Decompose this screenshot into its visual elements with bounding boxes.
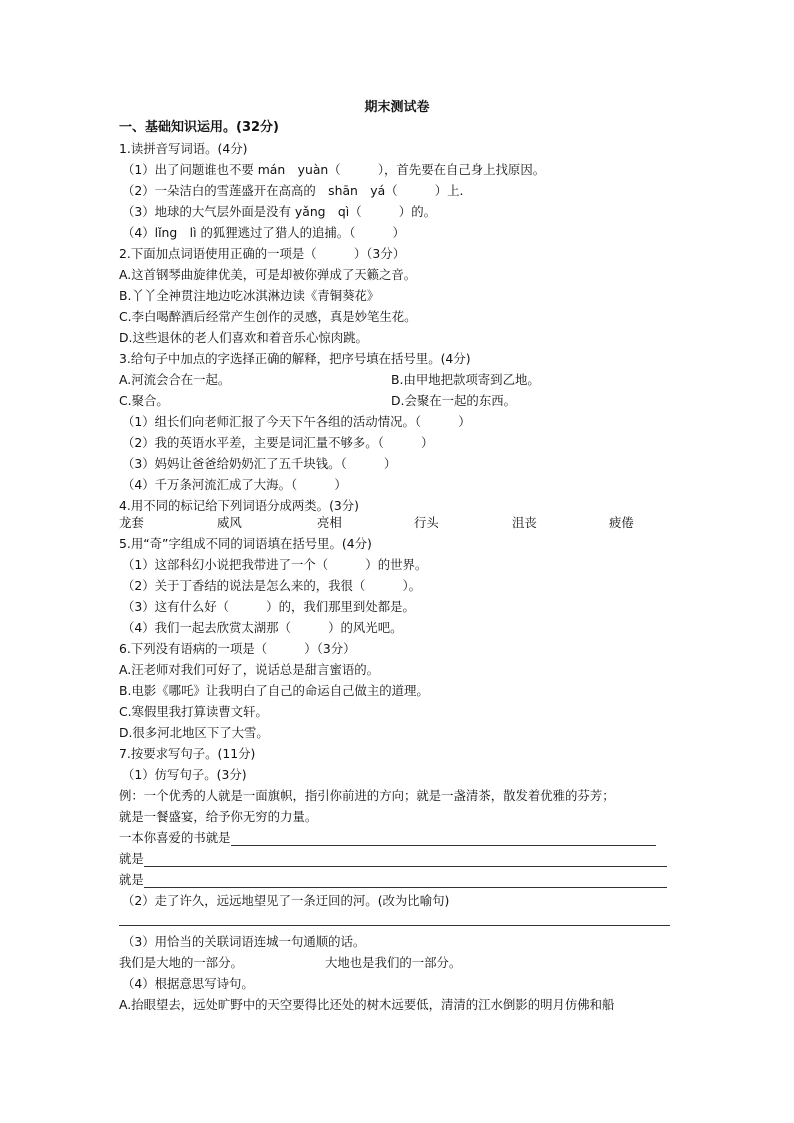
question-6-heading: 6.下列没有语病的一项是（ ）（3分） [119,641,356,656]
question-2-option: A.这首钢琴曲旋律优美，可是却被你弹成了天籁之音。 [119,267,417,282]
answer-blank[interactable] [144,852,667,867]
word-item: 疲倦 [609,515,634,530]
fill-line-prompt: 就是 [119,851,144,866]
fill-line [119,830,656,846]
question-7-sub-3: （3）用恰当的关联词语连城一句通顺的话。 [122,934,366,949]
word-item: 行头 [414,515,439,530]
question-2-heading: 2.下面加点词语使用正确的一项是（ ）（3分） [119,246,406,261]
question-2-option: B.丫丫全神贯注地边吃冰淇淋边读《青铜葵花》 [119,288,380,303]
answer-line[interactable] [119,925,670,926]
question-5-item: （4）我们一起去欣赏太湖那（ ）的风光吧。 [122,620,403,635]
question-1-item: （2）一朵洁白的雪莲盛开在高高的 shān yá（ ）上. [122,183,464,198]
question-6-option: A.汪老师对我们可好了，说话总是甜言蜜语的。 [119,662,380,677]
word-item: 亮相 [317,515,342,530]
question-5-item: （2）关于丁香结的说法是怎么来的，我很（ ）。 [122,578,422,593]
example-sentence: 就是一餐盛宴，给予你无穷的力量。 [119,809,318,824]
word-item: 沮丧 [512,515,537,530]
question-3-option: B.由甲地把款项寄到乙地。 [391,372,540,387]
question-7-sub-1: （1）仿写句子。(3分) [122,767,247,782]
question-3-option: A.河流会合在一起。 [119,372,231,387]
question-3-option: D.会聚在一起的东西。 [391,393,516,408]
question-3-option: C.聚合。 [119,393,169,408]
example-sentence: 例：一个优秀的人就是一面旗帜，指引你前进的方向；就是一盏清茶，散发着优雅的芬芳； [119,788,615,803]
question-3-item: （4）千万条河流汇成了大海。（ ） [122,477,347,492]
section-heading: 一、基础知识运用。(32分) [119,120,279,135]
question-3-item: （2）我的英语水平差，主要是词汇量不够多。（ ） [122,435,434,450]
word-item: 威风 [217,515,242,530]
question-5-item: （3）这有什么好（ ）的，我们那里到处都是。 [122,599,415,614]
question-6-option: D.很多河北地区下了大雪。 [119,725,269,740]
question-6-option: B.电影《哪吒》让我明白了自己的命运自己做主的道理。 [119,683,429,698]
fill-line-prompt: 一本你喜爱的书就是 [119,830,231,845]
question-6-option: C.寒假里我打算读曹文轩。 [119,704,268,719]
connect-sentence-a: 我们是大地的一部分。 [119,955,243,970]
question-3-heading: 3.给句子中加点的字选择正确的解释，把序号填在括号里。(4分) [119,351,471,366]
question-4-heading: 4.用不同的标记给下列词语分成两类。(3分) [119,498,360,513]
fill-line [119,851,667,867]
question-3-item: （3）妈妈让爸爸给奶奶汇了五千块钱。（ ） [122,456,397,471]
question-5-item: （1）这部科幻小说把我带进了一个（ ）的世界。 [122,557,428,572]
answer-blank[interactable] [144,873,667,888]
question-1-item: （1）出了问题谁也不要 mán yuàn（ ），首先要在自己身上找原因。 [122,162,546,177]
question-7-sub-4: （4）根据意思写诗句。 [122,976,254,991]
question-1-item: （4）lǐng lì 的狐狸逃过了猎人的追捕。（ ） [122,225,405,240]
answer-blank[interactable] [231,831,656,846]
fill-line-prompt: 就是 [119,872,144,887]
question-7-sub-2: （2）走了许久，远远地望见了一条迂回的河。(改为比喻句) [122,893,450,908]
question-1-heading: 1.读拼音写词语。(4分) [119,141,248,156]
question-2-option: D.这些退休的老人们喜欢和着音乐心惊肉跳。 [119,330,368,345]
fill-line [119,872,667,888]
question-1-item: （3）地球的大气层外面是没有 yǎng qì（ ）的。 [122,204,436,219]
poem-meaning-a: A.抬眼望去，远处旷野中的天空要得比还处的树木远要低，清清的江水倒影的明月仿佛和船 [119,997,615,1012]
question-2-option: C.李白喝醉酒后经常产生创作的灵感，真是妙笔生花。 [119,309,417,324]
word-item: 龙套 [119,515,144,530]
question-7-heading: 7.按要求写句子。(11分) [119,746,256,761]
page-title: 期末测试卷 [364,100,430,115]
connect-sentence-b: 大地也是我们的一部分。 [325,955,462,970]
question-3-item: （1）组长们向老师汇报了今天下午各组的活动情况。（ ） [122,414,471,429]
question-5-heading: 5.用“奇”字组成不同的词语填在括号里。(4分) [119,536,372,551]
